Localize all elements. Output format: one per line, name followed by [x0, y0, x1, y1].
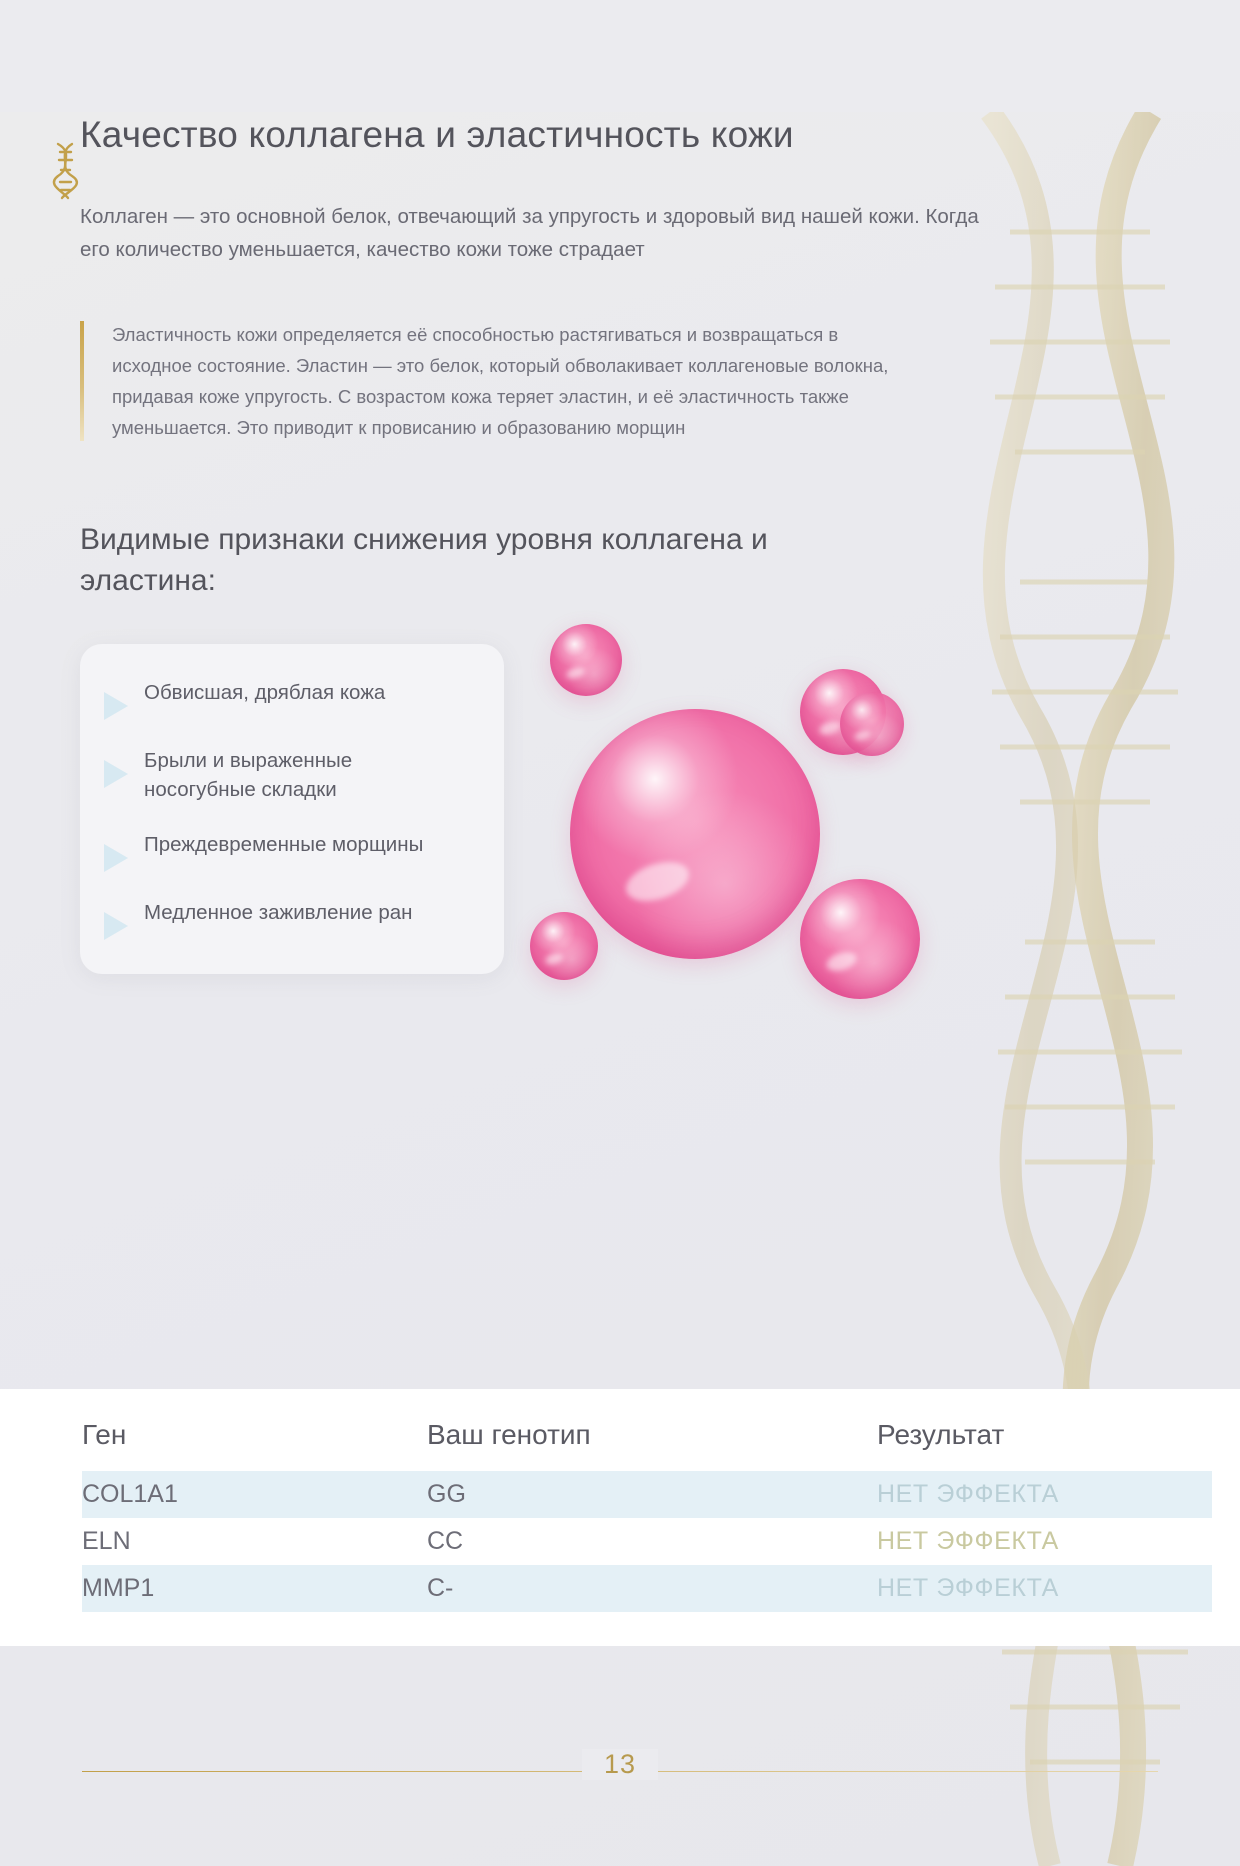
list-item: [104, 746, 470, 804]
list-item-label: Медленное заживление ран: [144, 900, 413, 924]
cell-genotype: GG: [427, 1471, 877, 1518]
collagen-bubbles-illustration: [510, 614, 1130, 1074]
genotype-results-table-container: [0, 1389, 1240, 1646]
triangle-bullet-icon: [104, 692, 128, 720]
list-item-label: Обвисшая, дряблая кожа: [144, 680, 386, 704]
column-header-genotype: Ваш генотип: [427, 1419, 591, 1450]
bubble-small-top-right: [840, 692, 904, 756]
cell-gene: ELN: [82, 1527, 131, 1555]
column-header-result: Результат: [877, 1419, 1005, 1450]
list-item-label: Преждевременные морщины: [144, 832, 424, 856]
triangle-bullet-icon: [104, 760, 128, 788]
table-row: [82, 1565, 1212, 1612]
triangle-bullet-icon: [104, 912, 128, 940]
quote-block: [80, 319, 910, 443]
bubble-medium-bottom-right: [800, 879, 920, 999]
triangle-bullet-icon: [104, 844, 128, 872]
table-header-row: [82, 1413, 1212, 1471]
bubble-small-top-left: [550, 624, 622, 696]
table-row: [82, 1518, 1212, 1565]
column-header-gene: Ген: [82, 1419, 127, 1450]
page-title: Качество коллагена и эластичность кожи: [80, 114, 794, 155]
cell-result: НЕТ ЭФФЕКТА: [877, 1527, 1059, 1555]
cell-result: НЕТ ЭФФЕКТА: [877, 1565, 1212, 1612]
list-item-label: Брыли и выраженные носогубные складки: [144, 748, 353, 801]
bubble-small-bottom-left: [530, 912, 598, 980]
signs-section: [80, 644, 1160, 1064]
cell-gene: MMP1: [82, 1565, 427, 1612]
cell-gene: COL1A1: [82, 1471, 427, 1518]
table-row: [82, 1471, 1212, 1518]
list-item: [104, 678, 470, 720]
section-subtitle: Видимые признаки снижения уровня коллагена и эластина:: [80, 522, 768, 598]
list-item: [104, 830, 470, 872]
cell-genotype: C-: [427, 1565, 877, 1612]
signs-card: [80, 644, 504, 974]
list-item: [104, 898, 470, 940]
cell-genotype: CC: [427, 1527, 464, 1555]
bubble-large-center: [570, 709, 820, 959]
cell-result: НЕТ ЭФФЕКТА: [877, 1471, 1212, 1518]
page-number: 13: [582, 1749, 658, 1780]
dna-logo-icon: [38, 140, 94, 202]
genotype-results-table: [82, 1413, 1212, 1612]
intro-paragraph: Коллаген — это основной белок, отвечающий за упругость и здоровый вид нашей кожи. Когда его количество уменьшается, качество кожи тоже страдает: [80, 205, 979, 262]
quote-text: Эластичность кожи определяется её способностью растягиваться и возвращаться в исходное состояние. Эластин — это белок, который обволакивает коллагеновые волокна, придавая коже упругость. С возрастом кожа теряет эластин, и её эластичность также уменьшается. Это приводит к провисанию и образованию морщин: [112, 323, 889, 438]
page-content: [0, 112, 1240, 1064]
